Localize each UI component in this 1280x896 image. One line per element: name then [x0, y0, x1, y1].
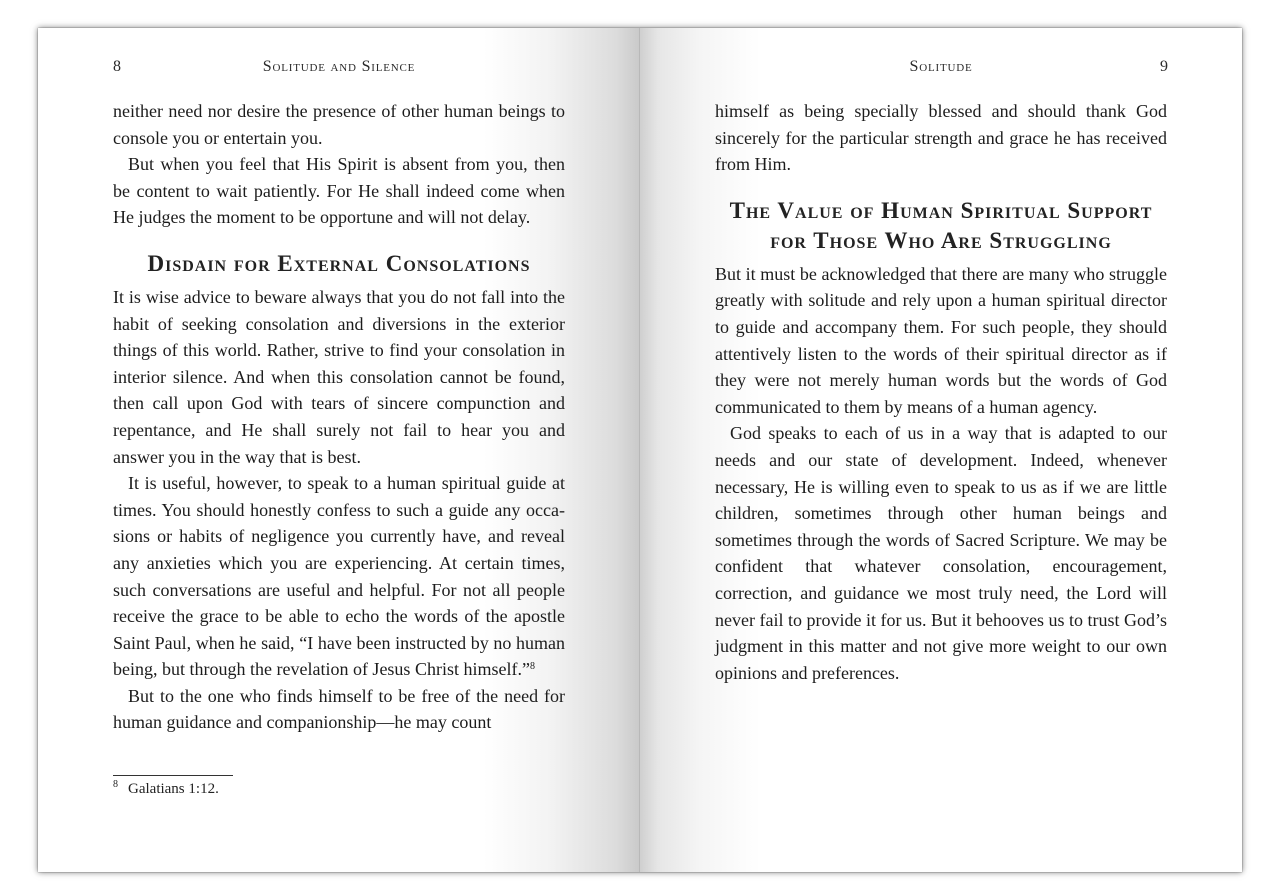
paragraph: But it must be acknowledged that there are many who struggle greatly with solitude and rely upon a human spiritual director to guide and accompany them. For such people, they should attentively listen to the words of their spiritual director as if they were not merely human words but the words of God communicated to them by means of a human agency. — [715, 263, 1167, 417]
footnote-text: Galatians 1:12. — [128, 781, 219, 797]
footnote-mark: 8 — [113, 779, 118, 790]
left-page — [38, 28, 640, 872]
paragraph: It is useful, however, to speak to a human spiritual guide at times. You should honestly confess to such a guide any occasions or habits of negligence you currently have, and reveal any anxieties which you are experiencing. At certain times, such conversations are useful and helpful. For not all people receive the grace to be able to echo the words of the apostle Saint Paul, when he said, “I have been instructed by no human being, but through the revelation of Jesus Christ himself.”$^8$ — [113, 473, 565, 680]
right-body-text — [715, 98, 1167, 686]
page-number: 8 — [113, 58, 121, 75]
section-heading — [715, 196, 1167, 256]
running-head: Solitude and Silence — [262, 58, 416, 75]
paragraph: himself as being specially blessed and should thank God sincerely for the particular strength and grace he has received from Him. — [715, 101, 1167, 175]
right-page — [640, 28, 1242, 872]
footnote — [113, 781, 219, 798]
section-heading: Disdain for External Consolations — [147, 250, 531, 276]
open-book — [38, 28, 1242, 872]
paragraph: But to the one who finds himself to be free of the need for human guidance and companionship—he may count — [113, 685, 565, 733]
left-body-text — [113, 98, 565, 736]
running-head: Solitude — [909, 58, 973, 75]
paragraph: But when you feel that His Spirit is absent from you, then be content to wait patiently. For He shall indeed come when He judges the moment to be opportune and will not delay. — [113, 154, 565, 228]
paragraph: God speaks to each of us in a way that is adapted to our needs and our state of development. Indeed, whenever necessary, He is willing even to speak to us as if we are little children, sometimes through other human beings and sometimes through the words of Sacred Scripture. We may be confident that whatever consolation, encouragement, correction, and guidance we most truly need, the Lord will never fail to provide it for us. But it behooves us to trust God’s judgment in this matter and not give more weight to our own opinions and preferences. — [715, 423, 1167, 683]
paragraph: It is wise advice to beware always that you do not fall into the habit of seeking consolation and diversions in the exterior things of this world. Rather, strive to find your consolation in interior silence. And when this consolation cannot be found, then call upon God with tears of sincere compunction and repentance, and He shall surely not fail to hear you and answer you in the way that is best. — [113, 286, 565, 467]
heading-line: The Value of Human Spiritual Support — [729, 197, 1153, 223]
heading-line: for Those Who Are Struggling — [770, 227, 1112, 253]
footnote-rule — [113, 775, 233, 776]
paragraph: neither need nor desire the presence of other human beings to console you or entertain you. — [113, 101, 565, 148]
page-number: 9 — [1160, 58, 1168, 75]
footnote-reference[interactable]: 8 — [529, 661, 535, 673]
